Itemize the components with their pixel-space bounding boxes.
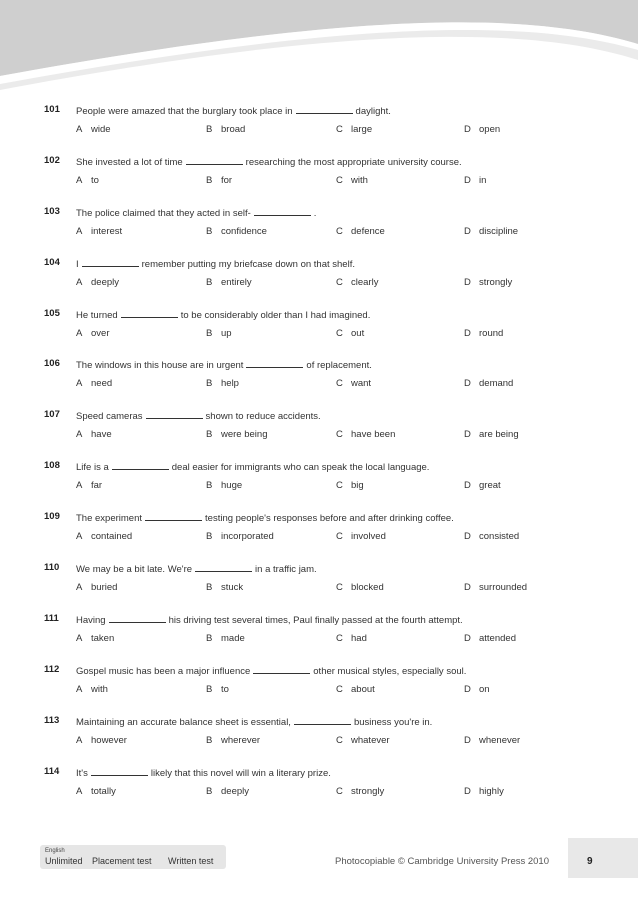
answer-option[interactable] (76, 328, 109, 339)
option-text: over (91, 327, 110, 339)
option-text: blocked (351, 582, 384, 594)
option-text: clearly (351, 276, 379, 288)
answer-option[interactable] (336, 175, 368, 186)
option-letter: B (206, 683, 213, 695)
option-letter: A (76, 734, 83, 746)
question-number: 108 (44, 460, 60, 472)
answer-option[interactable] (76, 277, 119, 288)
option-text: round (479, 327, 504, 339)
answer-option[interactable] (464, 633, 516, 644)
option-text: for (221, 174, 233, 186)
question-number: 110 (44, 562, 60, 574)
option-text: incorporated (221, 531, 274, 543)
answer-option[interactable] (336, 226, 385, 237)
option-text: to (91, 174, 99, 186)
option-letter: B (206, 785, 213, 797)
option-letter: D (464, 225, 471, 237)
question-text (76, 460, 429, 473)
question-text-after: business you're in. (353, 716, 433, 728)
option-text: broad (221, 124, 246, 135)
question-item (0, 251, 638, 302)
option-text: large (351, 124, 373, 135)
answer-option[interactable] (76, 633, 114, 644)
answer-blank (253, 664, 310, 674)
answer-option[interactable] (206, 124, 245, 135)
answer-blank (254, 206, 311, 216)
option-letter: C (336, 480, 343, 492)
option-text: deeply (91, 276, 119, 288)
question-item (0, 403, 638, 454)
question-text (76, 613, 463, 626)
footer-badge (40, 845, 226, 869)
answer-blank (109, 613, 166, 623)
question-number: 101 (44, 104, 60, 115)
option-text: want (351, 378, 372, 390)
question-text-after: . (313, 207, 317, 219)
option-letter: B (206, 582, 213, 594)
question-number: 107 (44, 409, 60, 421)
brand-english: English (45, 848, 65, 854)
answer-option[interactable] (206, 429, 267, 440)
question-text-before: I (76, 258, 79, 270)
question-text-before: Speed cameras (76, 411, 143, 423)
answer-blank (146, 409, 203, 419)
option-text: have (91, 429, 112, 441)
option-text: wherever (221, 734, 261, 746)
answer-option[interactable] (76, 582, 117, 593)
option-text: are being (479, 429, 519, 441)
answer-blank (112, 460, 169, 470)
option-letter: D (464, 327, 471, 339)
option-letter: A (76, 327, 83, 339)
answer-option[interactable] (464, 226, 518, 237)
option-text: attended (479, 632, 516, 644)
option-letter: B (206, 174, 213, 186)
option-text: strongly (351, 785, 385, 797)
question-text-after: remember putting my briefcase down on that shelf. (141, 258, 355, 270)
option-letter: D (464, 429, 471, 441)
question-text-after: deal easier for immigrants who can speak the local language. (171, 462, 430, 474)
answer-option[interactable] (76, 735, 127, 746)
question-text-before: Gospel music has been a major influence (76, 665, 251, 677)
option-letter: B (206, 480, 213, 492)
option-text: wide (91, 124, 111, 135)
answer-option[interactable] (206, 175, 232, 186)
page-number-tab (568, 838, 638, 878)
option-text: to (221, 683, 229, 695)
question-text (76, 358, 372, 371)
question-text-after: to be considerably older than I had imagined. (180, 309, 371, 321)
answer-option[interactable] (464, 531, 519, 542)
answer-option[interactable] (206, 277, 252, 288)
question-item (0, 658, 638, 709)
option-text: about (351, 683, 375, 695)
answer-option[interactable] (336, 633, 367, 644)
option-text: up (221, 327, 232, 339)
question-text-before: Having (76, 614, 106, 626)
option-letter: B (206, 276, 213, 288)
answer-option[interactable] (206, 378, 239, 389)
brand-unlimited: Unlimited (45, 856, 83, 866)
question-number: 105 (44, 307, 60, 319)
question-item (0, 709, 638, 760)
option-letter: A (76, 531, 83, 543)
answer-option[interactable] (336, 582, 384, 593)
answer-option[interactable] (336, 124, 372, 135)
copyright-notice: Photocopiable © Cambridge University Press 2010 (335, 856, 549, 867)
answer-option[interactable] (464, 124, 500, 135)
option-text: big (351, 480, 364, 492)
question-text-after: his driving test several times, Paul finally passed at the fourth attempt. (168, 614, 463, 626)
option-text: made (221, 632, 245, 644)
option-text: open (479, 124, 501, 135)
question-text-before: The windows in this house are in urgent (76, 360, 244, 372)
option-letter: B (206, 429, 213, 441)
question-item (0, 556, 638, 607)
question-number: 106 (44, 358, 60, 370)
option-text: totally (91, 785, 116, 797)
question-text-before: Maintaining an accurate balance sheet is essential, (76, 716, 291, 728)
option-text: defence (351, 225, 385, 237)
option-letter: D (464, 378, 471, 390)
question-text-after: of replacement. (306, 360, 372, 372)
answer-option[interactable] (464, 582, 527, 593)
option-text: entirely (221, 276, 252, 288)
question-text-after: daylight. (355, 106, 391, 117)
option-letter: A (76, 632, 83, 644)
option-letter: C (336, 683, 343, 695)
option-letter: C (336, 276, 343, 288)
option-letter: A (76, 174, 83, 186)
question-item (0, 352, 638, 403)
answer-option[interactable] (76, 531, 132, 542)
option-text: need (91, 378, 113, 390)
answer-option[interactable] (464, 786, 504, 797)
option-text: had (351, 632, 367, 644)
option-text: on (479, 683, 490, 695)
answer-option[interactable] (336, 328, 364, 339)
option-letter: B (206, 378, 213, 390)
answer-option[interactable] (206, 786, 249, 797)
answer-option[interactable] (464, 480, 501, 491)
question-text (76, 155, 462, 168)
answer-option[interactable] (336, 684, 375, 695)
option-letter: B (206, 124, 213, 135)
answer-option[interactable] (336, 531, 386, 542)
answer-option[interactable] (76, 684, 108, 695)
option-text: stuck (221, 582, 244, 594)
question-number: 111 (44, 612, 59, 624)
option-letter: C (336, 378, 343, 390)
option-text: confidence (221, 225, 267, 237)
option-letter: C (336, 124, 343, 135)
question-item (0, 505, 638, 556)
option-text: contained (91, 531, 133, 543)
test-type: Written test (168, 856, 214, 866)
answer-option[interactable] (206, 684, 229, 695)
answer-blank (296, 104, 353, 114)
question-text (76, 511, 454, 524)
option-letter: D (464, 734, 471, 746)
option-letter: C (336, 174, 343, 186)
question-text (76, 562, 317, 575)
answer-blank (186, 155, 243, 165)
option-text: with (91, 683, 108, 695)
question-number: 103 (44, 205, 60, 217)
option-text: help (221, 378, 239, 390)
answer-option[interactable] (336, 429, 395, 440)
answer-option[interactable] (76, 124, 111, 135)
option-text: with (351, 174, 368, 186)
answer-option[interactable] (464, 378, 513, 389)
option-letter: A (76, 582, 83, 594)
question-text-before: The police claimed that they acted in self- (76, 207, 251, 219)
option-text: huge (221, 480, 243, 492)
option-letter: A (76, 683, 83, 695)
option-letter: C (336, 531, 343, 543)
answer-option[interactable] (464, 735, 520, 746)
option-letter: A (76, 480, 83, 492)
answer-blank (91, 766, 148, 776)
question-item (0, 607, 638, 658)
answer-option[interactable] (336, 378, 371, 389)
option-letter: D (464, 124, 471, 135)
option-letter: B (206, 531, 213, 543)
option-letter: C (336, 734, 343, 746)
question-text-after: researching the most appropriate university course. (245, 156, 462, 168)
option-letter: D (464, 683, 471, 695)
answer-option[interactable] (206, 328, 232, 339)
option-letter: B (206, 734, 213, 746)
option-text: discipline (479, 225, 519, 237)
option-text: whenever (479, 734, 521, 746)
question-list (0, 98, 638, 810)
answer-blank (246, 358, 303, 368)
question-text-before: Life is a (76, 462, 109, 474)
question-number: 113 (44, 714, 60, 726)
option-text: interest (91, 225, 123, 237)
answer-option[interactable] (76, 175, 99, 186)
answer-option[interactable] (76, 378, 112, 389)
answer-option[interactable] (464, 328, 503, 339)
option-letter: D (464, 785, 471, 797)
option-text: strongly (479, 276, 513, 288)
option-text: buried (91, 582, 118, 594)
question-text (76, 766, 331, 779)
question-number: 109 (44, 511, 60, 523)
question-text (76, 409, 321, 422)
answer-blank (82, 257, 139, 267)
option-letter: A (76, 225, 83, 237)
answer-option[interactable] (464, 175, 486, 186)
option-text: have been (351, 429, 396, 441)
test-name: Placement test (92, 856, 152, 866)
question-text-before: People were amazed that the burglary took place in (76, 106, 293, 117)
question-text (76, 104, 391, 117)
option-letter: D (464, 480, 471, 492)
option-text: were being (221, 429, 268, 441)
question-item (0, 200, 638, 251)
answer-option[interactable] (76, 480, 102, 491)
question-text-after: shown to reduce accidents. (205, 411, 321, 423)
option-letter: C (336, 632, 343, 644)
question-text (76, 664, 466, 677)
question-text-after: testing people's responses before and after drinking coffee. (205, 513, 454, 525)
answer-option[interactable] (464, 684, 490, 695)
question-text-before: It's (76, 767, 88, 779)
answer-blank (195, 562, 252, 572)
answer-option[interactable] (464, 277, 512, 288)
question-text-after: other musical styles, especially soul. (313, 665, 467, 677)
option-letter: A (76, 429, 83, 441)
option-text: consisted (479, 531, 520, 543)
option-letter: C (336, 327, 343, 339)
option-text: far (91, 480, 103, 492)
question-number: 102 (44, 154, 60, 166)
option-text: in (479, 174, 487, 186)
question-text (76, 206, 316, 219)
question-text (76, 257, 355, 270)
answer-option[interactable] (206, 582, 243, 593)
option-letter: A (76, 378, 83, 390)
option-letter: A (76, 124, 83, 135)
option-letter: D (464, 632, 471, 644)
answer-blank (145, 511, 202, 521)
answer-option[interactable] (336, 735, 390, 746)
question-text-after: likely that this novel will win a literary prize. (150, 767, 331, 779)
option-letter: B (206, 632, 213, 644)
option-letter: C (336, 582, 343, 594)
option-letter: A (76, 785, 83, 797)
option-text: however (91, 734, 127, 746)
answer-option[interactable] (206, 480, 242, 491)
question-number: 112 (44, 663, 60, 675)
option-text: surrounded (479, 582, 528, 594)
question-item (0, 302, 638, 353)
option-letter: B (206, 225, 213, 237)
answer-option[interactable] (336, 786, 384, 797)
answer-option[interactable] (464, 429, 519, 440)
answer-option[interactable] (76, 226, 122, 237)
question-item (0, 760, 638, 811)
answer-option[interactable] (76, 786, 116, 797)
page-number: 9 (587, 856, 593, 867)
question-item (0, 149, 638, 200)
option-text: deeply (221, 785, 249, 797)
question-number: 104 (44, 256, 60, 268)
option-text: taken (91, 632, 115, 644)
answer-blank (121, 308, 178, 318)
option-text: out (351, 327, 365, 339)
option-text: highly (479, 785, 504, 797)
question-number: 114 (44, 765, 60, 777)
option-letter: D (464, 174, 471, 186)
option-letter: A (76, 276, 83, 288)
option-text: whatever (351, 734, 390, 746)
option-letter: D (464, 531, 471, 543)
answer-option[interactable] (206, 735, 260, 746)
question-item (0, 98, 638, 149)
question-text (76, 308, 370, 321)
option-text: demand (479, 378, 514, 390)
answer-option[interactable] (206, 226, 267, 237)
question-text (76, 715, 432, 728)
option-letter: C (336, 429, 343, 441)
question-text-before: He turned (76, 309, 118, 321)
question-text-after: in a traffic jam. (255, 564, 317, 576)
question-text-before: She invested a lot of time (76, 156, 183, 168)
answer-option[interactable] (336, 480, 364, 491)
option-text: involved (351, 531, 386, 543)
answer-blank (294, 715, 351, 725)
option-letter: D (464, 582, 471, 594)
question-text-before: The experiment (76, 513, 143, 525)
answer-option[interactable] (76, 429, 112, 440)
option-letter: C (336, 225, 343, 237)
option-text: great (479, 480, 501, 492)
question-item (0, 454, 638, 505)
question-text-before: We may be a bit late. We're (76, 564, 193, 576)
header-decoration (0, 0, 638, 90)
answer-option[interactable] (336, 277, 378, 288)
option-letter: B (206, 327, 213, 339)
answer-option[interactable] (206, 633, 245, 644)
answer-option[interactable] (206, 531, 274, 542)
option-letter: C (336, 785, 343, 797)
option-letter: D (464, 276, 471, 288)
